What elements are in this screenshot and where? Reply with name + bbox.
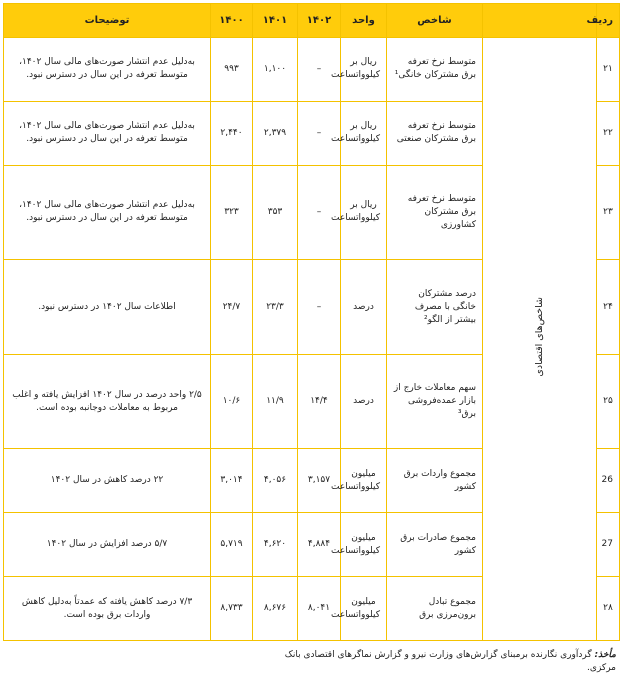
row-number: ۲۲ [597, 101, 620, 165]
unit-cell: ریال بر کیلوواتساعت [341, 38, 387, 102]
header-unit: واحد [341, 4, 387, 38]
row-number: ۲۵ [597, 354, 620, 449]
header-indicator: شاخص [387, 4, 483, 38]
value-1402: – [298, 101, 341, 165]
header-row [4, 4, 620, 38]
value-1401: ۲,۳۷۹ [253, 101, 298, 165]
group-cell [483, 38, 597, 641]
notes-cell: به‌دلیل عدم انتشار صورت‌های مالی سال ۱۴۰۲، متوسط تعرفه در این سال در دسترس نبود. [4, 165, 211, 260]
value-1402: ۳,۱۵۷ [298, 449, 341, 513]
value-1400: ۹۹۳ [211, 38, 253, 102]
unit-cell: میلیون کیلوواتساعت [341, 577, 387, 641]
unit-cell: درصد [341, 260, 387, 355]
indicators-table [3, 3, 620, 641]
row-number: ۲۳ [597, 165, 620, 260]
notes-cell: ۵/۷ درصد افزایش در سال ۱۴۰۲ [4, 513, 211, 577]
value-1401: ۲۳/۳ [253, 260, 298, 355]
value-1402: – [298, 260, 341, 355]
value-1402: ۸,۰۴۱ [298, 577, 341, 641]
row-number: ۲۴ [597, 260, 620, 355]
notes-cell: ۲۲ درصد کاهش در سال ۱۴۰۲ [4, 449, 211, 513]
unit-cell: ریال بر کیلوواتساعت [341, 101, 387, 165]
unit-cell: میلیون کیلوواتساعت [341, 449, 387, 513]
row-number: ۲۸ [597, 577, 620, 641]
header-group [483, 4, 597, 38]
row-number: 27 [597, 513, 620, 577]
indicator-name: درصد مشترکان خانگی با مصرف بیشتر از الگو² [387, 260, 483, 355]
value-1400: ۲۴/۷ [211, 260, 253, 355]
indicator-name: سهم معاملات خارج از بازار عمده‌فروشی برق³ [387, 354, 483, 449]
unit-cell: درصد [341, 354, 387, 449]
indicator-name: مجموع صادرات برق کشور [387, 513, 483, 577]
value-1402: ۱۴/۴ [298, 354, 341, 449]
value-1400: ۸,۷۳۳ [211, 577, 253, 641]
row-number: 26 [597, 449, 620, 513]
notes-cell: ۲/۵ واحد درصد در سال ۱۴۰۲ افزایش یافته و اغلب مربوط به معاملات دوجانبه بوده است. [4, 354, 211, 449]
notes-cell: اطلاعات سال ۱۴۰۲ در دسترس نبود. [4, 260, 211, 355]
value-1401: ۳۵۳ [253, 165, 298, 260]
header-1400: ۱۴۰۰ [211, 4, 253, 38]
source-note [260, 649, 616, 675]
indicator-name: مجموع تبادل برون‌مرزی برق [387, 577, 483, 641]
value-1400: ۱۰/۶ [211, 354, 253, 449]
value-1400: ۲,۴۴۰ [211, 101, 253, 165]
notes-cell: به‌دلیل عدم انتشار صورت‌های مالی سال ۱۴۰۲، متوسط تعرفه در این سال در دسترس نبود. [4, 101, 211, 165]
indicator-name: متوسط نرخ تعرفه برق مشترکان کشاورزی [387, 165, 483, 260]
header-notes: توضیحات [4, 4, 211, 38]
unit-cell: ریال بر کیلوواتساعت [341, 165, 387, 260]
source-text: گردآوری نگارنده برمبنای گزارش‌های وزارت نیرو و گزارش نماگرهای اقتصادی بانک مرکزی. [284, 650, 616, 673]
value-1400: ۵,۷۱۹ [211, 513, 253, 577]
source-label: مأخذ: [594, 650, 616, 660]
table-row [4, 38, 620, 102]
value-1401: ۸,۶۷۶ [253, 577, 298, 641]
header-row-no: ردیف [597, 4, 620, 38]
group-label: شاخص‌های اقتصادی [534, 296, 545, 377]
header-1401: ۱۴۰۱ [253, 4, 298, 38]
value-1401: ۱۱/۹ [253, 354, 298, 449]
value-1400: ۳۲۳ [211, 165, 253, 260]
row-number: ۲۱ [597, 38, 620, 102]
value-1401: ۱,۱۰۰ [253, 38, 298, 102]
unit-cell: میلیون کیلوواتساعت [341, 513, 387, 577]
indicator-name: مجموع واردات برق کشور [387, 449, 483, 513]
notes-cell: ۷/۳ درصد کاهش یافته که عمدتاً به‌دلیل کاهش واردات برق بوده است. [4, 577, 211, 641]
indicator-name: متوسط نرخ تعرفه برق مشترکان صنعتی [387, 101, 483, 165]
value-1402: – [298, 38, 341, 102]
header-1402: ۱۴۰۲ [298, 4, 341, 38]
indicator-name: متوسط نرخ تعرفه برق مشترکان خانگی¹ [387, 38, 483, 102]
notes-cell: به‌دلیل عدم انتشار صورت‌های مالی سال ۱۴۰۲، متوسط تعرفه در این سال در دسترس نبود. [4, 38, 211, 102]
value-1402: ۴,۸۸۴ [298, 513, 341, 577]
value-1401: ۴,۰۵۶ [253, 449, 298, 513]
value-1401: ۴,۶۲۰ [253, 513, 298, 577]
value-1400: ۳,۰۱۴ [211, 449, 253, 513]
value-1402: – [298, 165, 341, 260]
